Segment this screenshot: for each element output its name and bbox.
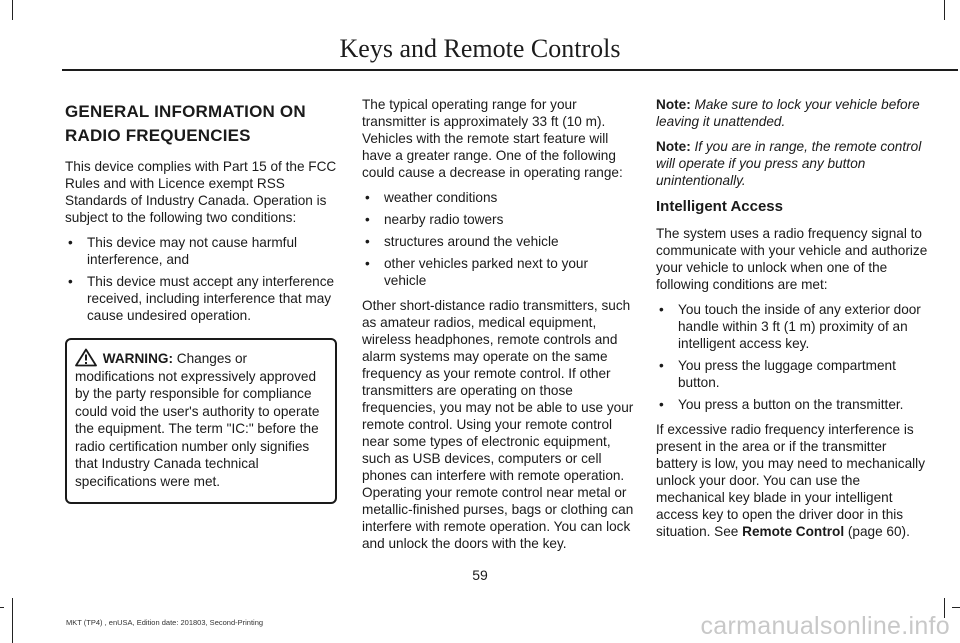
column-right	[656, 96, 928, 548]
note-text: If you are in range, the remote control will operate if you press any button unintentionally.	[656, 139, 922, 188]
watermark: carmanualsonline.info	[700, 612, 950, 640]
interference-mechanical-paragraph: If excessive radio frequency interference is present in the area or if the transmitter battery is low, you may need to mechanically unlock your door. You can use the mechanical key blade in your intelligent access key to open the driver door in this situation. See Remote Control (page 60).	[656, 422, 925, 539]
note-lock	[656, 96, 928, 130]
crop-mark-bottom-left-v	[12, 598, 13, 643]
remote-control-link[interactable]: Remote Control	[742, 524, 845, 539]
page-reference: (page 60).	[847, 524, 910, 539]
warning-label: WARNING:	[102, 351, 174, 366]
bullet-icon: •	[659, 397, 664, 412]
list-item: • You touch the inside of any exterior door handle within 3 ft (1 m) proximity of an intelligent access key.	[659, 302, 921, 351]
list-item: • You press the luggage compartment button.	[659, 358, 896, 390]
crop-mark-bottom-right-h	[952, 607, 960, 608]
warning-triangle-icon	[75, 351, 103, 366]
page-header-title: Keys and Remote Controls	[339, 34, 621, 63]
bullet-icon: •	[365, 190, 370, 205]
column-left	[65, 96, 337, 504]
section-heading-line2: RADIO FREQUENCIES	[65, 126, 251, 145]
crop-mark-top-left-v	[12, 0, 13, 20]
bullet-icon: •	[365, 234, 370, 249]
list-item: • This device must accept any interference received, including interference that may cause undesired operation.	[68, 274, 335, 323]
list-item: • weather conditions	[365, 190, 498, 205]
unlock-conditions-list	[656, 301, 928, 413]
list-item: • structures around the vehicle	[365, 234, 559, 249]
bullet-icon: •	[365, 212, 370, 227]
note-label: Note:	[656, 139, 691, 154]
section-heading-line1: GENERAL INFORMATION ON	[65, 102, 306, 121]
warning-box	[65, 338, 337, 504]
warning-text: Changes or modifications not expressively approved by the party responsible for compliance could void the user's authority to operate the equipment. The term "IC:" before the radio certification number only signifies that Industry Canada technical specifications were met.	[75, 351, 320, 489]
bullet-icon: •	[68, 235, 73, 250]
note-range	[656, 138, 928, 189]
intelligent-access-paragraph: The system uses a radio frequency signal to communicate with your vehicle and authorize your vehicle to unlock when one of the following conditions are met:	[656, 226, 928, 292]
crop-mark-bottom-left-h	[0, 607, 4, 608]
interference-paragraph: Other short-distance radio transmitters, such as amateur radios, medical equipment, wireless headphones, remote controls and alarm systems may operate on the same frequency as your remote control. If other transmitters are operating on those frequencies, you may not be able to use your remote control. Using your remote control near some types of electronic equipment, such as USB devices, computers or cell phones can interfere with remote operation. Operating your remote control near metal or metallic-finished purses, bags or clothing can interfere with remote operation. You can lock and unlock the doors with the key.	[362, 298, 634, 551]
bullet-icon: •	[68, 274, 73, 289]
intelligent-access-heading: Intelligent Access	[656, 198, 783, 215]
bullet-icon: •	[659, 302, 664, 317]
crop-mark-top-right-v	[944, 0, 945, 20]
list-item: • other vehicles parked next to your vehicle	[365, 256, 589, 288]
conditions-list	[65, 234, 337, 324]
column-middle	[362, 96, 634, 560]
footer-edition: MKT (TP4) , enUSA, Edition date: 201803, Second-Printing	[66, 618, 264, 627]
bullet-icon: •	[659, 358, 664, 373]
page-number: 59	[472, 567, 488, 583]
note-label: Note:	[656, 97, 691, 112]
section-heading	[65, 100, 337, 148]
bullet-icon: •	[365, 256, 370, 271]
range-paragraph: The typical operating range for your transmitter is approximately 33 ft (10 m). Vehicles with the remote start feature will have a greater range. One of the following could cause a decrease in operating range:	[362, 97, 623, 180]
note-text: Make sure to lock your vehicle before leaving it unattended.	[656, 97, 920, 129]
list-item: • nearby radio towers	[365, 212, 504, 227]
intro-paragraph: This device complies with Part 15 of the FCC Rules and with Licence exempt RSS Standards of Industry Canada. Operation is subject to the following two conditions:	[65, 159, 337, 225]
list-item: • You press a button on the transmitter.	[659, 397, 904, 412]
list-item: • This device may not cause harmful interference, and	[68, 235, 298, 267]
range-factors-list	[362, 189, 634, 289]
header-divider	[62, 69, 958, 71]
